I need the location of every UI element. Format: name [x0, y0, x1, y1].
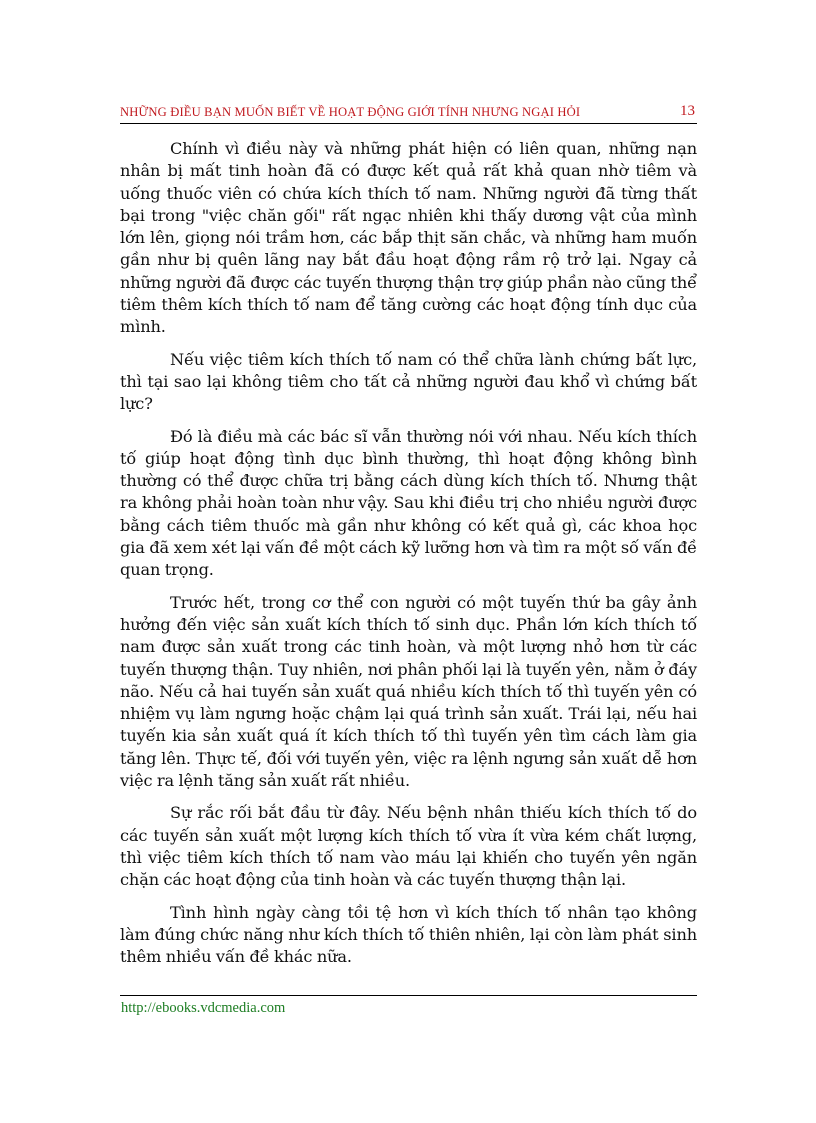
running-header [120, 103, 697, 124]
footer-divider [120, 995, 697, 996]
paragraph: Nếu việc tiêm kích thích tố nam có thể chữa lành chứng bất lực, thì tại sao lại không tiêm cho tất cả những người đau khổ vì chứng bất lực? [120, 349, 697, 414]
paragraph: Đó là điều mà các bác sĩ vẫn thường nói với nhau. Nếu kích thích tố giúp hoạt động tình dục bình thường, thì hoạt động không bình thường có thể được chữa trị bằng cách dùng kích thích tố. Nhưng thật ra không phải hoàn toàn như vậy. Sau khi điều trị cho nhiều người được bằng cách tiêm thuốc mà gần như không có kết quả gì, các khoa học gia đã xem xét lại vấn đề một cách kỹ lưỡng hơn và tìm ra một số vấn đề quan trọng. [120, 426, 697, 580]
paragraph: Chính vì điều này và những phát hiện có liên quan, những nạn nhân bị mất tinh hoàn đã có được kết quả rất khả quan nhờ tiêm và uống thuốc viên có chứa kích thích tố nam. Những người đã từng thất bại trong "việc chăn gối" rất ngạc nhiên khi thấy dương vật của mình lớn lên, giọng nói trầm hơn, các bắp thịt săn chắc, và những ham muốn gần như bị quên lãng nay bắt đầu hoạt động rầm rộ trở lại. Ngay cả những người đã được các tuyến thượng thận trợ giúp phần nào cũng thể tiêm thêm kích thích tố nam để tăng cường các hoạt động tính dục của mình. [120, 139, 697, 337]
header-title: NHỮNG ĐIỀU BẠN MUỐN BIẾT VỀ HOẠT ĐỘNG GIỚI TÍNH NHƯNG NGẠI HỎI [120, 105, 581, 119]
body-text [120, 138, 697, 978]
paragraph: Sự rắc rối bắt đầu từ đây. Nếu bệnh nhân thiếu kích thích tố do các tuyến sản xuất một lượng kích thích tố vừa ít vừa kém chất lượng, thì việc tiêm kích thích tố nam vào máu lại khiến cho tuyến yên ngăn chặn các hoạt động của tinh hoàn và các tuyến thượng thận lại. [120, 803, 697, 890]
paragraph: Trước hết, trong cơ thể con người có một tuyến thứ ba gây ảnh hưởng đến việc sản xuất kích thích tố sinh dục. Phần lớn kích thích tố nam được sản xuất trong các tinh hoàn, và một lượng nhỏ hơn từ các tuyến thượng thận. Tuy nhiên, nơi phân phối lại là tuyến yên, nằm ở đáy não. Nếu cả hai tuyến sản xuất quá nhiều kích thích tố thì tuyến yên có nhiệm vụ làm ngưng hoặc chậm lại quá trình sản xuất. Trái lại, nếu hai tuyến kia sản xuất quá ít kích thích tố thì tuyến yên tìm cách làm gia tăng lên. Thực tế, đối với tuyến yên, việc ra lệnh ngưng sản xuất dễ hơn việc ra lệnh tăng sản xuất rất nhiều. [120, 592, 697, 791]
footer-link[interactable]: http://ebooks.vdcmedia.com [121, 1000, 286, 1016]
page-number: 13 [680, 103, 695, 119]
paragraph: Tình hình ngày càng tồi tệ hơn vì kích thích tố nhân tạo không làm đúng chức năng như kích thích tố thiên nhiên, lại còn làm phát sinh thêm nhiều vấn đề khác nữa. [120, 902, 697, 967]
